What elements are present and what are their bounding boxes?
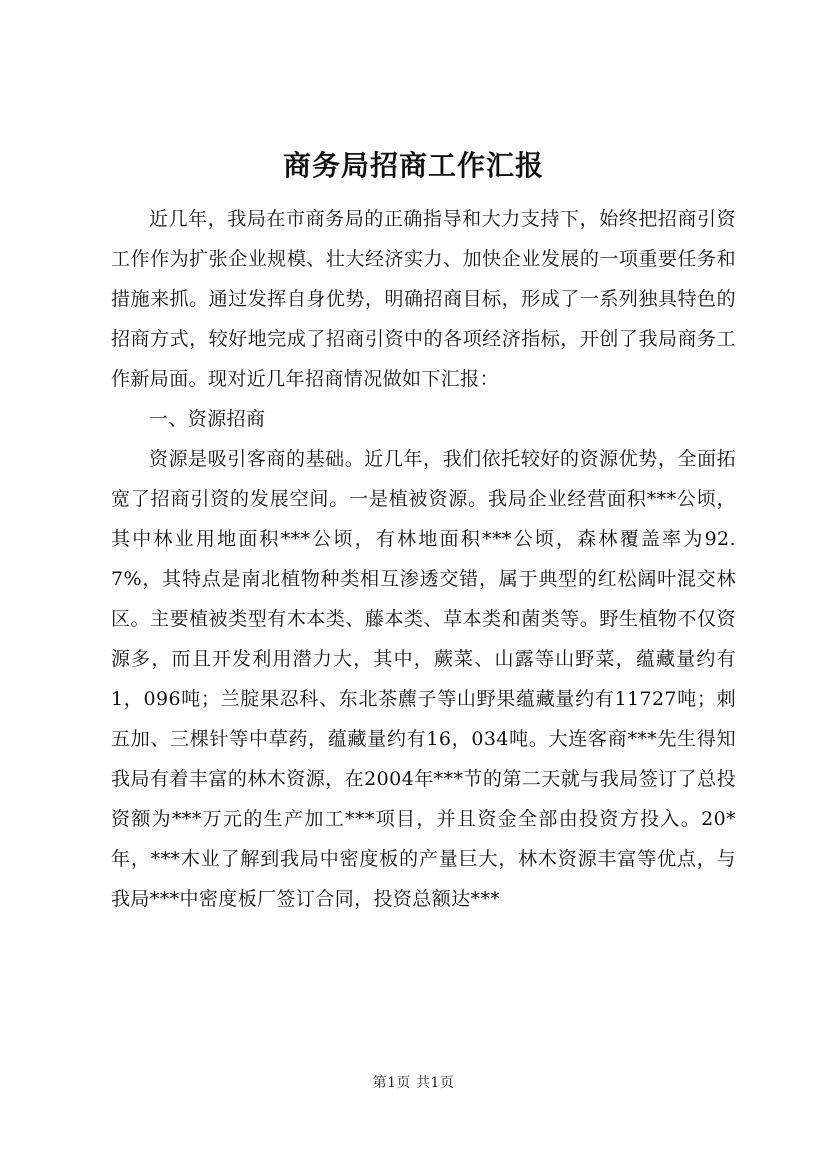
document-body xyxy=(111,199,736,919)
page-footer: 第1页 共1页 xyxy=(372,1075,455,1091)
intro-paragraph: 近几年，我局在市商务局的正确指导和大力支持下，始终把招商引资工作作为扩张企业规模、壮大经济实力、加快企业发展的一项重要任务和措施来抓。通过发挥自身优势，明确招商目标，形成了一系列独具特色的招商方式，较好地完成了招商引资中的各项经济指标，开创了我局商务工作新局面。现对近几年招商情况做如下汇报： xyxy=(111,208,736,390)
document-title: 商务局招商工作汇报 xyxy=(282,149,544,182)
section-heading: 一、资源招商 xyxy=(149,408,266,430)
section-paragraph: 资源是吸引客商的基础。近几年，我们依托较好的资源优势，全面拓宽了招商引资的发展空间。一是植被资源。我局企业经营面积***公顷，其中林业用地面积***公顷，有林地面积***公顷，森林覆盖率为92.7%，其特点是南北植物种类相互渗透交错，属于典型的红松阔叶混交林区。主要植被类型有木本类、藤本类、草本类和菌类等。野生植物不仅资源多，而且开发利用潜力大，其中，蕨菜、山露等山野菜，蕴藏量约有1，096吨；兰腚果忍科、东北茶藨子等山野果蕴藏量约有11727吨；刺五加、三棵针等中草药，蕴藏量约有16，034吨。大连客商***先生得知我局有着丰富的林木资源，在2004年***节的第二天就与我局签订了总投资额为***万元的生产加工***项目，并且资金全部由投资方投入。20*年，***木业了解到我局中密度板的产量巨大，林木资源丰富等优点，与我局***中密度板厂签订合同，投资总额达*** xyxy=(111,448,736,910)
